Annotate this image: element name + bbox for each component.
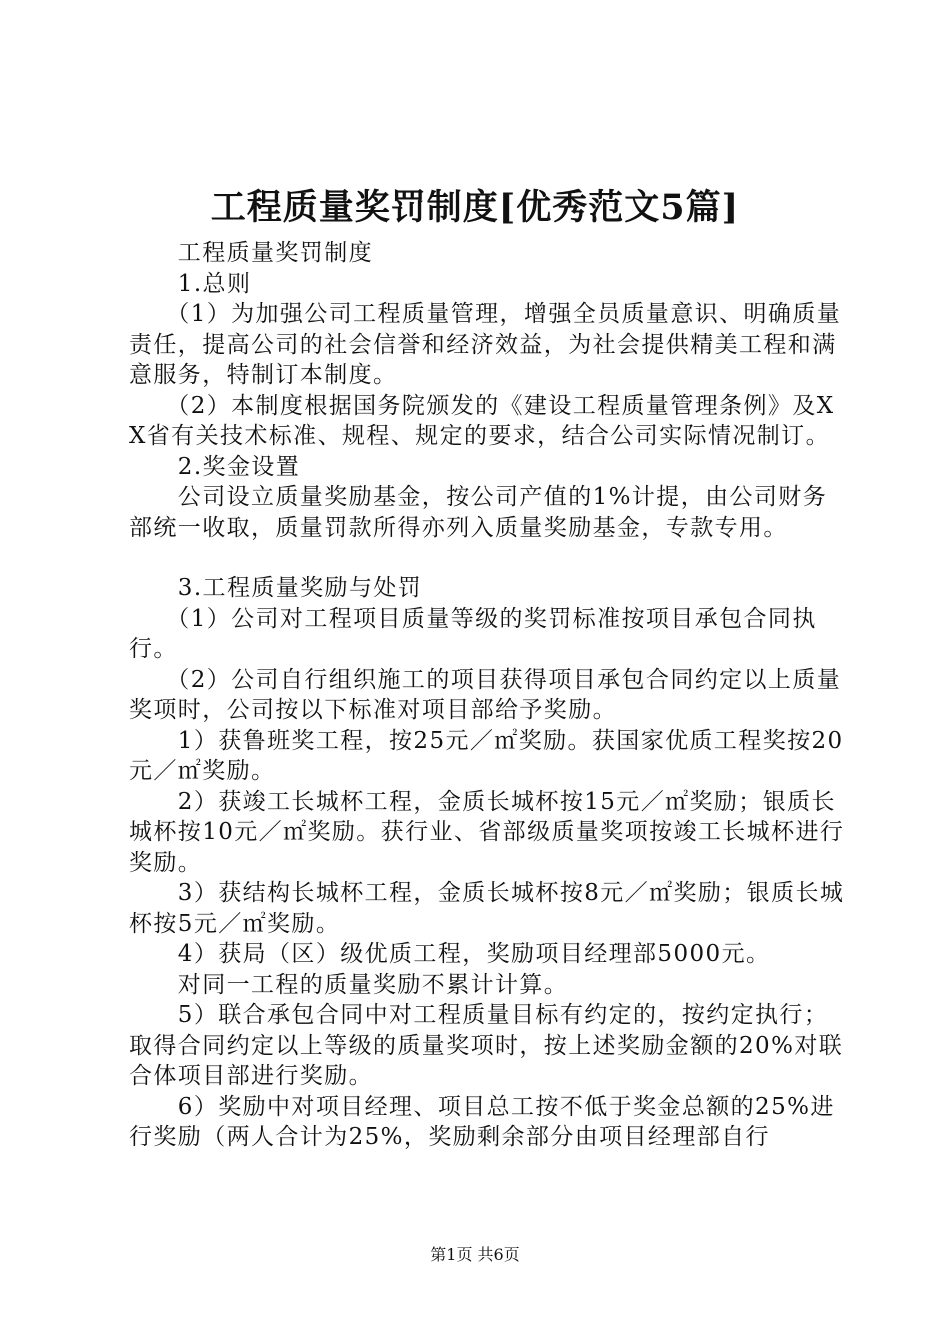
paragraph-spacer	[129, 543, 849, 573]
paragraph: 1）获鲁班奖工程，按25元／㎡奖励。获国家优质工程奖按20元／㎡奖励。	[129, 727, 844, 784]
paragraph: 公司设立质量奖励基金，按公司产值的1%计提，由公司财务部统一收取，质量罚款所得亦列入质量奖励基金，专款专用。	[129, 484, 828, 541]
document-title: 工程质量奖罚制度[优秀范文5篇]	[210, 187, 740, 228]
paragraph: 对同一工程的质量奖励不累计计算。	[129, 971, 569, 998]
paragraph-heading: 工程质量奖罚制度	[129, 240, 373, 266]
paragraph: （1）公司对工程项目质量等级的奖罚标准按项目承包合同执行。	[129, 605, 817, 662]
section-heading-reward-penalty: 3.工程质量奖励与处罚	[129, 575, 423, 601]
section-heading-general: 1.总则	[129, 270, 252, 297]
document-body	[129, 238, 849, 1153]
paragraph: 4）获局（区）级优质工程，奖励项目经理部5000元。	[129, 941, 771, 967]
page-footer: 第1页 共6页	[430, 1245, 520, 1264]
paragraph: 5）联合承包合同中对工程质量目标有约定的，按约定执行；取得合同约定以上等级的质量奖项时，按上述奖励金额的20%对联合体项目部进行奖励。	[129, 1002, 844, 1089]
paragraph: （2）本制度根据国务院颁发的《建设工程质量管理条例》及XX省有关技术标准、规程、规定的要求，结合公司实际情况制订。	[129, 392, 835, 449]
paragraph: 3）获结构长城杯工程，金质长城杯按8元／㎡奖励；银质长城杯按5元／㎡奖励。	[129, 880, 845, 937]
paragraph: （2）公司自行组织施工的项目获得项目承包合同约定以上质量奖项时，公司按以下标准对项目部给予奖励。	[129, 666, 842, 723]
paragraph: 6）奖励中对项目经理、项目总工按不低于奖金总额的25%进行奖励（两人合计为25%，奖励剩余部分由项目经理部自行	[129, 1093, 835, 1150]
paragraph: （1）为加强公司工程质量管理，增强全员质量意识、明确质量责任，提高公司的社会信誉和经济效益，为社会提供精美工程和满意服务，特制订本制度。	[129, 301, 842, 388]
paragraph: 2）获竣工长城杯工程，金质长城杯按15元／㎡奖励；银质长城杯按10元／㎡奖励。获行业、省部级质量奖项按竣工长城杯进行奖励。	[129, 788, 845, 876]
section-heading-bonus: 2.奖金设置	[129, 453, 301, 480]
